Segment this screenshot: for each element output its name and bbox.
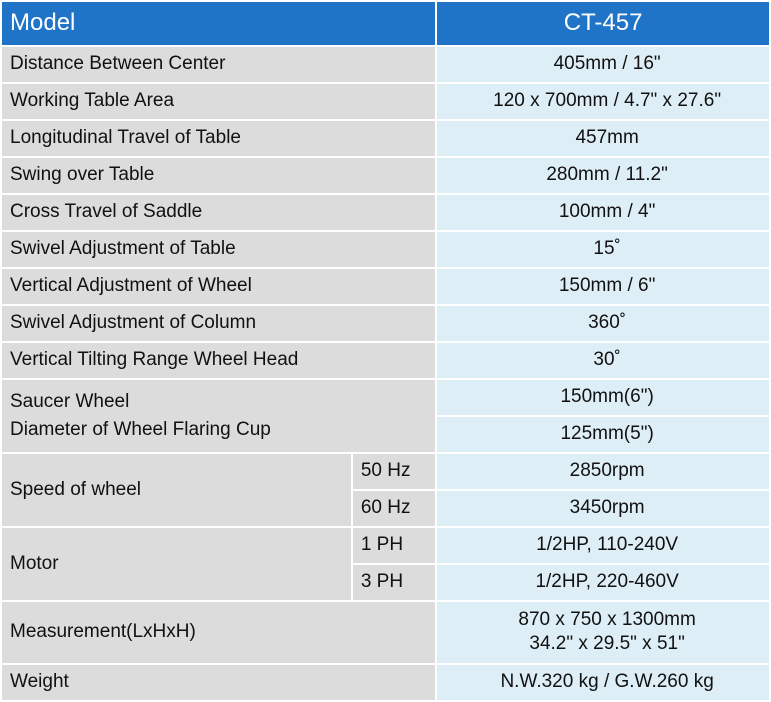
speed-sub-50hz: 50 Hz — [353, 454, 435, 489]
table-row — [2, 602, 769, 663]
table-row — [2, 158, 769, 193]
motor-value-1ph: 1/2HP, 110-240V — [437, 528, 769, 563]
table-row — [2, 665, 769, 700]
table-row — [2, 528, 769, 563]
motor-value-3ph: 1/2HP, 220-460V — [437, 565, 769, 600]
spec-label: Vertical Tilting Range Wheel Head — [2, 343, 435, 378]
speed-sub-60hz: 60 Hz — [353, 491, 435, 526]
saucer-label — [2, 380, 435, 452]
speed-value-60hz: 3450rpm — [437, 491, 769, 526]
spec-label: Vertical Adjustment of Wheel — [2, 269, 435, 304]
speed-label: Speed of wheel — [2, 454, 351, 526]
table-row — [2, 84, 769, 119]
measurement-label: Measurement(LxHxH) — [2, 602, 435, 663]
spec-value: 405mm / 16" — [437, 47, 769, 82]
spec-label: Distance Between Center — [2, 47, 435, 82]
motor-sub-3ph: 3 PH — [353, 565, 435, 600]
spec-label: Swing over Table — [2, 158, 435, 193]
spec-value: 360˚ — [437, 306, 769, 341]
table-row — [2, 343, 769, 378]
table-row — [2, 269, 769, 304]
model-name: CT-457 — [437, 2, 769, 45]
flaring-cup-label: Diameter of Wheel Flaring Cup — [10, 418, 271, 440]
measurement-value — [437, 602, 769, 663]
table-row — [2, 232, 769, 267]
saucer-wheel-value: 150mm(6") — [437, 380, 769, 415]
spec-value: 120 x 700mm / 4.7" x 27.6" — [437, 84, 769, 119]
table-row — [2, 380, 769, 415]
spec-label: Swivel Adjustment of Table — [2, 232, 435, 267]
measurement-imperial: 34.2" x 29.5" x 51" — [529, 633, 685, 655]
spec-label: Swivel Adjustment of Column — [2, 306, 435, 341]
speed-value-50hz: 2850rpm — [437, 454, 769, 489]
motor-label: Motor — [2, 528, 351, 600]
flaring-cup-value: 125mm(5") — [437, 417, 769, 452]
weight-label: Weight — [2, 665, 435, 700]
spec-label: Longitudinal Travel of Table — [2, 121, 435, 156]
spec-value: 100mm / 4" — [437, 195, 769, 230]
table-row — [2, 195, 769, 230]
spec-value: 280mm / 11.2" — [437, 158, 769, 193]
spec-value: 30˚ — [437, 343, 769, 378]
table-row — [2, 306, 769, 341]
weight-value: N.W.320 kg / G.W.260 kg — [437, 665, 769, 700]
spec-value: 15˚ — [437, 232, 769, 267]
header-label: Model — [2, 2, 435, 45]
header-row — [2, 2, 769, 45]
motor-sub-1ph: 1 PH — [353, 528, 435, 563]
table-row — [2, 47, 769, 82]
spec-label: Working Table Area — [2, 84, 435, 119]
table-row — [2, 121, 769, 156]
saucer-wheel-label: Saucer Wheel — [10, 390, 130, 412]
spec-label: Cross Travel of Saddle — [2, 195, 435, 230]
spec-value: 150mm / 6" — [437, 269, 769, 304]
table-row — [2, 454, 769, 489]
measurement-metric: 870 x 750 x 1300mm — [518, 609, 696, 631]
spec-value: 457mm — [437, 121, 769, 156]
